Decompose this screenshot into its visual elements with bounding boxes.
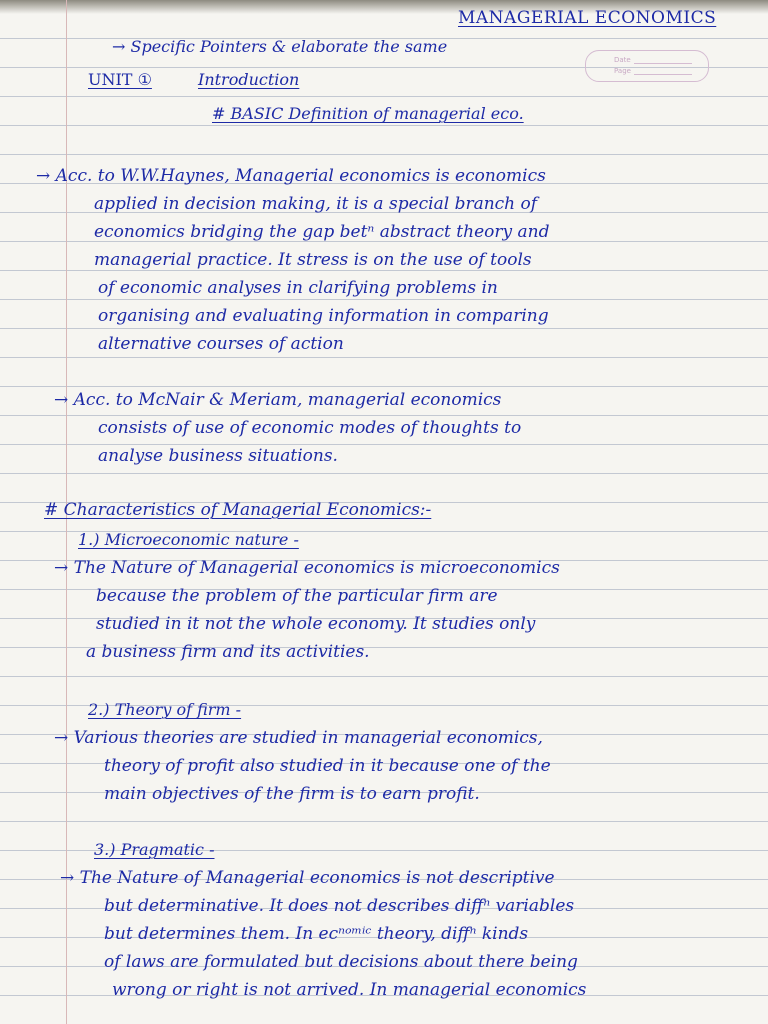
text-line: studied in it not the whole economy. It studies only bbox=[96, 614, 536, 634]
text-line: wrong or right is not arrived. In managerial economics bbox=[112, 980, 587, 1000]
text-line: of laws are formulated but decisions about there being bbox=[104, 952, 578, 972]
subject-title: MANAGERIAL ECONOMICS bbox=[458, 8, 717, 28]
text-line: a business firm and its activities. bbox=[86, 642, 370, 662]
text-line: applied in decision making, it is a special branch of bbox=[94, 194, 538, 214]
characteristic-title: 2.) Theory of firm - bbox=[88, 700, 242, 719]
text-line: → Acc. to McNair & Meriam, managerial economics bbox=[54, 390, 502, 410]
text-line: managerial practice. It stress is on the use of tools bbox=[94, 250, 532, 270]
text-line: → The Nature of Managerial economics is not descriptive bbox=[60, 868, 555, 888]
text-line: → Various theories are studied in managerial economics, bbox=[54, 728, 543, 748]
text-line: but determinative. It does not describes diffⁿ variables bbox=[104, 896, 575, 916]
text-line: → The Nature of Managerial economics is microeconomics bbox=[54, 558, 560, 578]
text-line: analyse business situations. bbox=[98, 446, 338, 466]
characteristics-heading: # Characteristics of Managerial Economics:- bbox=[44, 500, 432, 520]
characteristic-title: 1.) Microeconomic nature - bbox=[78, 530, 299, 549]
text-line: theory of profit also studied in it because one of the bbox=[104, 756, 551, 776]
text-line: organising and evaluating information in comparing bbox=[98, 306, 549, 326]
text-line: of economic analyses in clarifying problems in bbox=[98, 278, 498, 298]
text-line: alternative courses of action bbox=[98, 334, 344, 354]
text-line: consists of use of economic modes of thoughts to bbox=[98, 418, 522, 438]
text-line: → Acc. to W.W.Haynes, Managerial economics is economics bbox=[36, 166, 546, 186]
characteristic-title: 3.) Pragmatic - bbox=[94, 840, 215, 859]
instruction-line: → Specific Pointers & elaborate the same bbox=[112, 37, 448, 56]
date-page-box bbox=[585, 50, 709, 82]
text-line: economics bridging the gap betⁿ abstract theory and bbox=[94, 222, 550, 242]
page-label: Page bbox=[614, 67, 631, 75]
unit-title: Introduction bbox=[198, 70, 300, 89]
text-line: because the problem of the particular firm are bbox=[96, 586, 498, 606]
basic-definition-heading: # BASIC Definition of managerial eco. bbox=[212, 104, 524, 123]
text-line: but determines them. In ecⁿᵒᵐⁱᶜ theory, diffⁿ kinds bbox=[104, 924, 529, 944]
unit-label: UNIT ① bbox=[88, 70, 152, 89]
text-line: main objectives of the firm is to earn profit. bbox=[104, 784, 480, 804]
date-label: Date bbox=[614, 56, 631, 64]
